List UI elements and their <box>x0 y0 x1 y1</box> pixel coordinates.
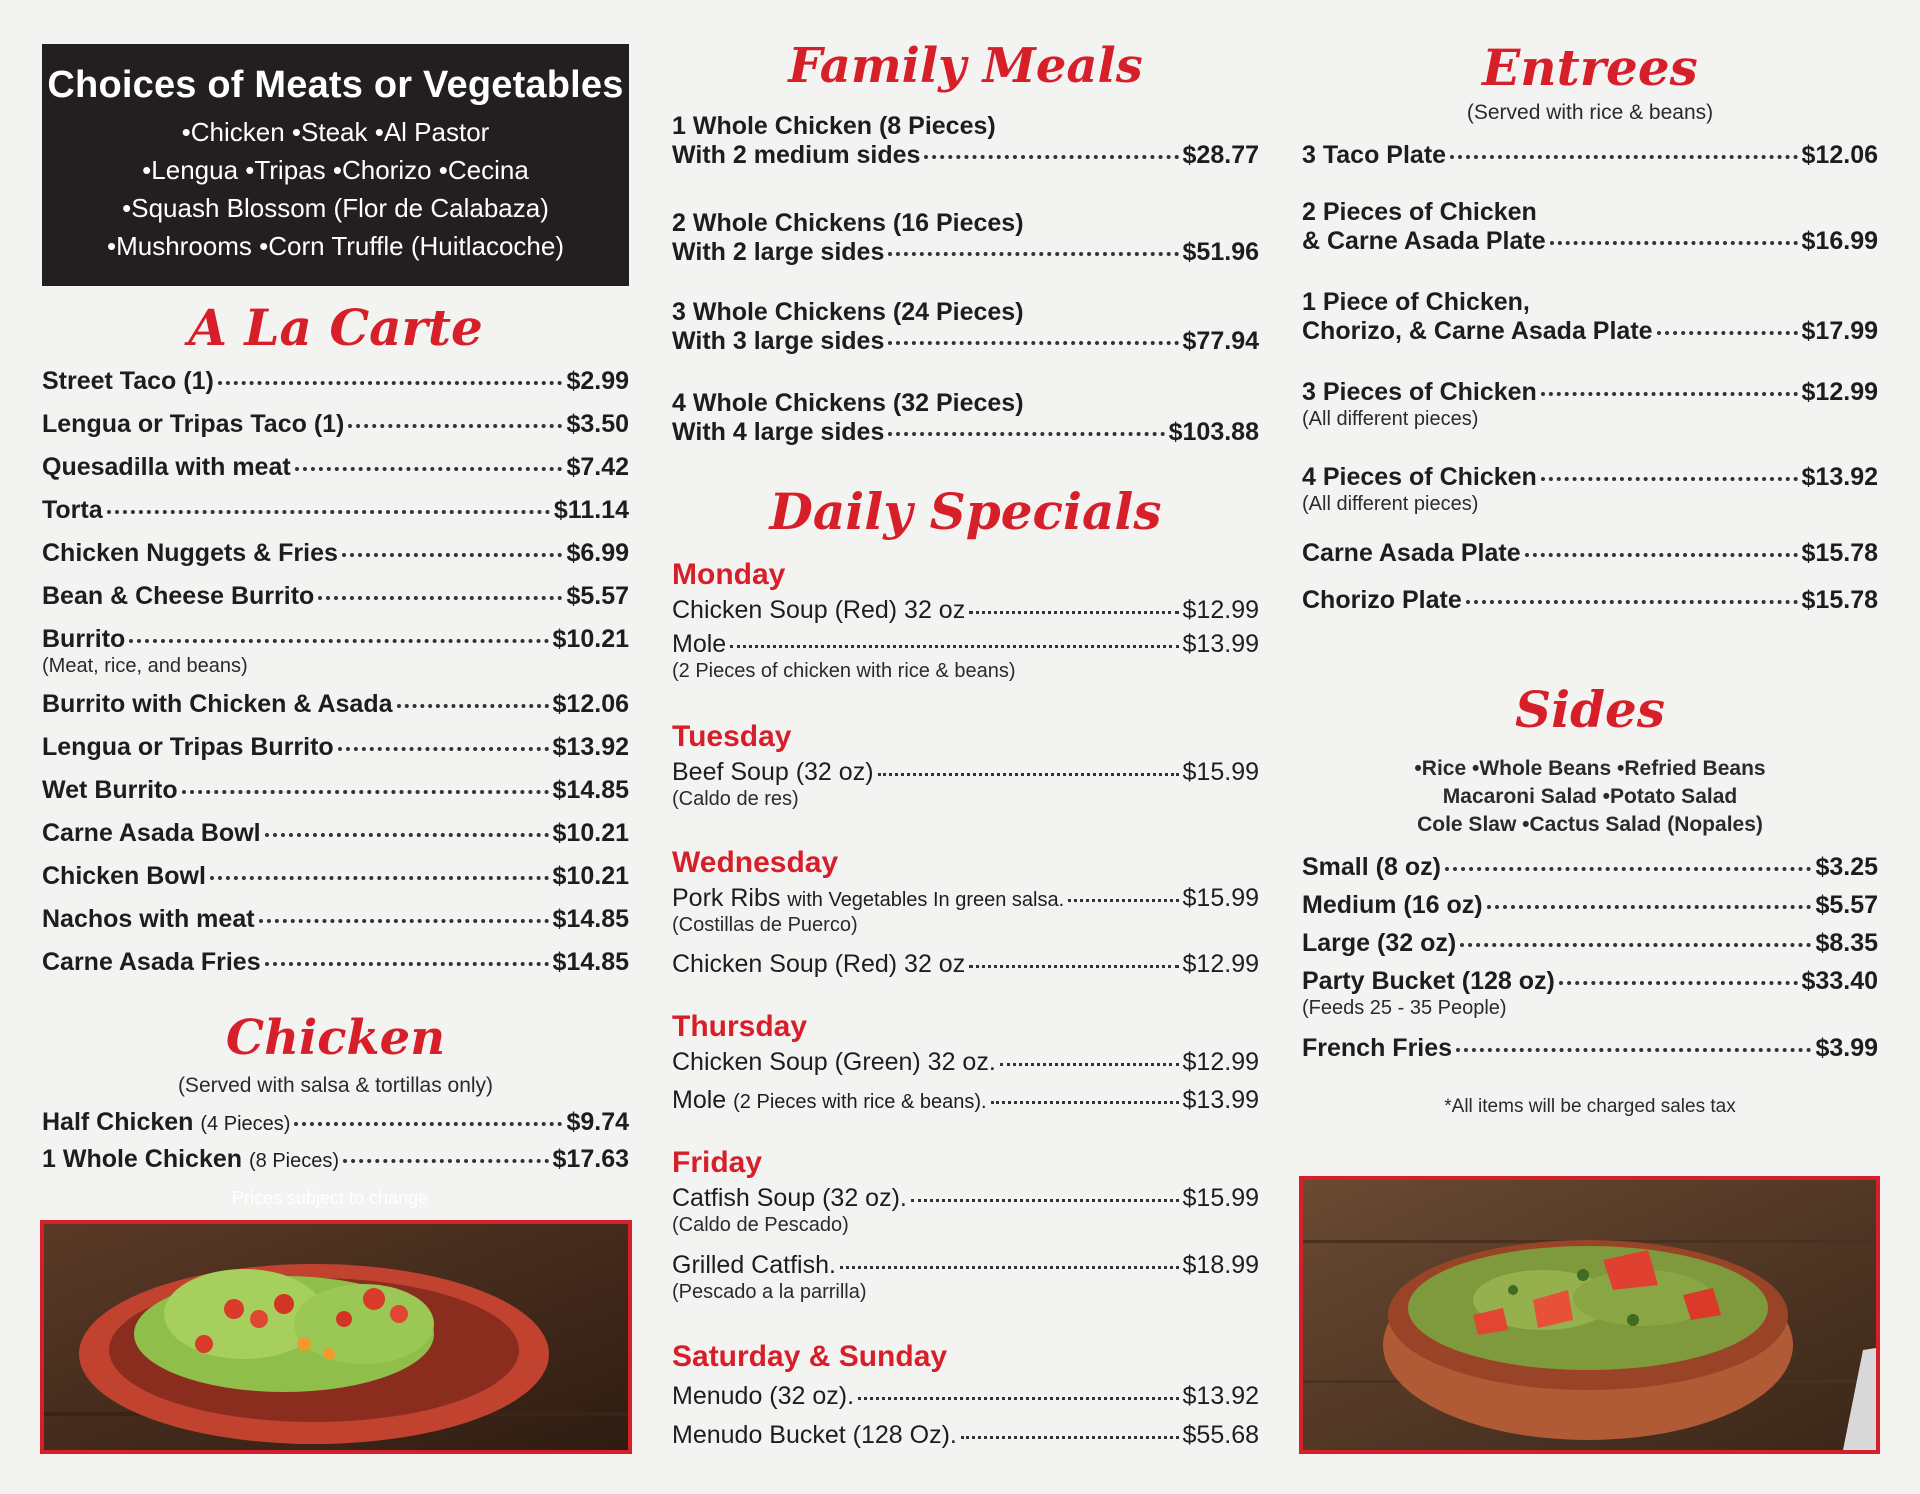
item-name: Chicken Soup (Red) 32 oz <box>672 596 966 624</box>
item-name: Lengua or Tripas Burrito <box>42 733 334 761</box>
menu-item <box>1302 378 1878 431</box>
menu-item <box>1302 288 1878 346</box>
item-price: $14.85 <box>552 776 629 804</box>
item-line: 2 Whole Chickens (16 Pieces) <box>672 209 1024 237</box>
item-name: Large (32 oz) <box>1302 929 1457 957</box>
menu-item <box>1302 891 1878 920</box>
alacarte-heading: A La Carte <box>188 298 483 357</box>
item-name: 4 Pieces of Chicken <box>1302 463 1537 491</box>
day-weekend: Saturday & Sunday <box>672 1340 948 1373</box>
item-name: Carne Asada Fries <box>42 948 261 976</box>
item-name: Menudo (32 oz). <box>672 1382 855 1410</box>
item-price: $6.99 <box>566 539 629 567</box>
day-friday: Friday <box>672 1146 763 1179</box>
choices-box <box>42 44 629 286</box>
taco-plate-photo <box>40 1220 632 1454</box>
menu-item <box>672 112 1259 170</box>
menu-item <box>42 862 629 891</box>
item-name: Mole <box>672 1086 727 1114</box>
menu-item <box>42 453 629 482</box>
item-price: $15.78 <box>1801 539 1878 567</box>
tax-note: *All items will be charged sales tax <box>1444 1096 1736 1117</box>
menu-item <box>42 905 629 934</box>
item-name: 3 Taco Plate <box>1302 141 1447 169</box>
item-name: Nachos with meat <box>42 905 255 933</box>
chicken-heading: Chicken <box>225 1010 446 1066</box>
item-name: Small (8 oz) <box>1302 853 1441 881</box>
item-price: $5.57 <box>566 582 629 610</box>
item-price: $13.92 <box>1182 1382 1259 1410</box>
item-note: (All different pieces) <box>1302 408 1479 430</box>
item-price: $17.63 <box>552 1145 629 1173</box>
menu-item <box>1302 586 1878 615</box>
item-note: (Caldo de Pescado) <box>672 1214 849 1236</box>
day-tuesday: Tuesday <box>672 720 792 753</box>
menu-item <box>672 389 1259 447</box>
item-name: With 2 large sides <box>672 238 885 266</box>
item-name: Chicken Bowl <box>42 862 206 890</box>
item-price: $12.99 <box>1182 1048 1259 1076</box>
menu-item <box>42 733 629 762</box>
item-name: Burrito <box>42 625 126 653</box>
menu-item <box>672 758 1259 811</box>
menu-item <box>42 819 629 848</box>
cactus-salad-photo <box>1299 1176 1880 1454</box>
item-price: $8.35 <box>1815 929 1878 957</box>
menu-item <box>1302 198 1878 256</box>
item-name: Wet Burrito <box>42 776 178 804</box>
item-line: 1 Whole Chicken (8 Pieces) <box>672 112 996 140</box>
menu-item <box>42 1145 629 1174</box>
item-detail: (4 Pieces) <box>200 1113 291 1135</box>
item-name: Carne Asada Bowl <box>42 819 261 847</box>
sides-options <box>1302 755 1878 839</box>
item-name: Grilled Catfish. <box>672 1251 836 1279</box>
menu-item <box>1302 853 1878 882</box>
item-price: $14.85 <box>552 948 629 976</box>
item-name: Medium (16 oz) <box>1302 891 1483 919</box>
menu-item <box>42 776 629 805</box>
menu-item <box>1302 967 1878 1020</box>
item-price: $12.99 <box>1182 950 1259 978</box>
item-price: $2.99 <box>566 367 629 395</box>
menu-item <box>42 690 629 719</box>
menu-item <box>672 298 1259 356</box>
item-name: French Fries <box>1302 1034 1453 1062</box>
item-price: $13.99 <box>1182 630 1259 658</box>
item-price: $12.06 <box>552 690 629 718</box>
item-name: Menudo Bucket (128 Oz). <box>672 1421 957 1449</box>
item-note: (Costillas de Puerco) <box>672 914 858 936</box>
item-price: $3.50 <box>566 410 629 438</box>
family-meals-heading: Family Meals <box>788 38 1143 94</box>
item-note: (All different pieces) <box>1302 493 1479 515</box>
item-line: 1 Piece of Chicken, <box>1302 288 1530 316</box>
item-name: Bean & Cheese Burrito <box>42 582 315 610</box>
choices-line: •Mushrooms •Corn Truffle (Huitlacoche) <box>107 231 564 261</box>
menu-item <box>42 948 629 977</box>
item-name: Mole <box>672 630 727 658</box>
item-price: $10.21 <box>552 819 629 847</box>
item-name: Chorizo, & Carne Asada Plate <box>1302 317 1653 345</box>
item-price: $5.57 <box>1815 891 1878 919</box>
item-price: $10.21 <box>552 862 629 890</box>
item-detail: (8 Pieces) <box>249 1150 340 1172</box>
menu-item <box>1302 539 1878 568</box>
item-name: With 4 large sides <box>672 418 885 446</box>
menu-item <box>672 1048 1259 1077</box>
item-price: $15.99 <box>1182 758 1259 786</box>
item-price: $55.68 <box>1182 1421 1259 1449</box>
item-name: Street Taco (1) <box>42 367 214 395</box>
menu-item <box>1302 463 1878 516</box>
sides-line: •Rice •Whole Beans •Refried Beans <box>1414 757 1766 780</box>
item-price: $15.78 <box>1801 586 1878 614</box>
menu-item <box>42 625 629 678</box>
choices-line: •Squash Blossom (Flor de Calabaza) <box>122 193 549 223</box>
entrees-subtitle: (Served with rice & beans) <box>1466 101 1714 124</box>
item-price: $13.99 <box>1182 1086 1259 1114</box>
item-price: $3.25 <box>1815 853 1878 881</box>
item-name: Chorizo Plate <box>1302 586 1462 614</box>
menu-item <box>1302 141 1878 170</box>
sides-heading: Sides <box>1514 680 1666 739</box>
item-price: $16.99 <box>1801 227 1878 255</box>
item-price: $7.42 <box>566 453 629 481</box>
item-line: 4 Whole Chickens (32 Pieces) <box>672 389 1024 417</box>
menu-item <box>1302 1034 1878 1063</box>
item-price: $12.99 <box>1801 378 1878 406</box>
item-line: 3 Whole Chickens (24 Pieces) <box>672 298 1024 326</box>
choices-line: •Chicken •Steak •Al Pastor <box>181 117 490 147</box>
menu-item <box>672 884 1259 937</box>
item-price: $12.99 <box>1182 596 1259 624</box>
day-thursday: Thursday <box>672 1010 808 1043</box>
item-note: (2 Pieces of chicken with rice & beans) <box>672 660 1016 682</box>
menu-item <box>672 209 1259 267</box>
item-name: Catfish Soup (32 oz). <box>672 1184 907 1212</box>
menu-item <box>672 1184 1259 1237</box>
item-name: Half Chicken <box>42 1108 194 1136</box>
item-price: $15.99 <box>1182 884 1259 912</box>
item-name: Party Bucket (128 oz) <box>1302 967 1555 995</box>
item-price: $11.14 <box>553 496 629 524</box>
item-note: (Pescado a la parrilla) <box>672 1281 867 1303</box>
item-price: $9.74 <box>566 1108 629 1136</box>
menu-item <box>672 630 1259 683</box>
sides-line: Cole Slaw •Cactus Salad (Nopales) <box>1417 813 1763 836</box>
day-wednesday: Wednesday <box>672 846 839 879</box>
menu-item <box>672 1086 1259 1115</box>
item-note: (Meat, rice, and beans) <box>42 655 248 677</box>
item-price: $15.99 <box>1182 1184 1259 1212</box>
choices-line: •Lengua •Tripas •Chorizo •Cecina <box>142 155 529 185</box>
choices-title: Choices of Meats or Vegetables <box>47 64 624 106</box>
item-name: Chicken Nuggets & Fries <box>42 539 338 567</box>
item-price: $3.99 <box>1815 1034 1878 1062</box>
menu-item <box>42 496 629 525</box>
item-price: $13.92 <box>1801 463 1878 491</box>
prices-footnote: Prices subject to change <box>232 1188 429 1208</box>
menu-item <box>42 582 629 611</box>
item-detail: (2 Pieces with rice & beans). <box>733 1091 987 1113</box>
sides-line: Macaroni Salad •Potato Salad <box>1442 785 1738 808</box>
item-name: Pork Ribs <box>672 884 781 912</box>
item-price: $14.85 <box>552 905 629 933</box>
item-price: $12.06 <box>1801 141 1878 169</box>
item-name: Torta <box>42 496 103 524</box>
item-price: $51.96 <box>1182 238 1259 266</box>
item-price: $17.99 <box>1801 317 1878 345</box>
menu-item <box>672 1382 1259 1411</box>
item-price: $10.21 <box>552 625 629 653</box>
item-name: Burrito with Chicken & Asada <box>42 690 393 718</box>
menu-item <box>42 367 629 396</box>
item-name: & Carne Asada Plate <box>1302 227 1546 255</box>
item-note: (Feeds 25 - 35 People) <box>1302 997 1507 1019</box>
menu-item <box>1302 929 1878 958</box>
item-price: $28.77 <box>1182 141 1259 169</box>
item-name: Chicken Soup (Red) 32 oz <box>672 950 966 978</box>
item-price: $13.92 <box>552 733 629 761</box>
item-note: (Caldo de res) <box>672 788 799 810</box>
day-monday: Monday <box>672 558 786 591</box>
menu-item <box>42 410 629 439</box>
item-price: $77.94 <box>1182 327 1259 355</box>
item-price: $18.99 <box>1182 1251 1259 1279</box>
item-name: Quesadilla with meat <box>42 453 291 481</box>
menu-item <box>672 950 1259 979</box>
menu-item <box>672 1421 1259 1450</box>
menu-item <box>672 1251 1259 1304</box>
item-name: Chicken Soup (Green) 32 oz. <box>672 1048 996 1076</box>
item-name: 3 Pieces of Chicken <box>1302 378 1537 406</box>
menu-item <box>672 596 1259 625</box>
menu-item <box>42 1108 629 1137</box>
item-name: Beef Soup (32 oz) <box>672 758 874 786</box>
item-name: With 3 large sides <box>672 327 885 355</box>
item-name: 1 Whole Chicken <box>42 1145 243 1173</box>
item-name: With 2 medium sides <box>672 141 921 169</box>
item-price: $103.88 <box>1168 418 1259 446</box>
item-detail: with Vegetables In green salsa. <box>787 889 1065 911</box>
entrees-heading: Entrees <box>1482 38 1698 97</box>
daily-specials-heading: Daily Specials <box>769 482 1162 541</box>
item-name: Lengua or Tripas Taco (1) <box>42 410 345 438</box>
item-line: 2 Pieces of Chicken <box>1302 198 1537 226</box>
menu-item <box>42 539 629 568</box>
item-name: Carne Asada Plate <box>1302 539 1521 567</box>
chicken-subtitle: (Served with salsa & tortillas only) <box>177 1074 494 1097</box>
item-price: $33.40 <box>1801 967 1878 995</box>
